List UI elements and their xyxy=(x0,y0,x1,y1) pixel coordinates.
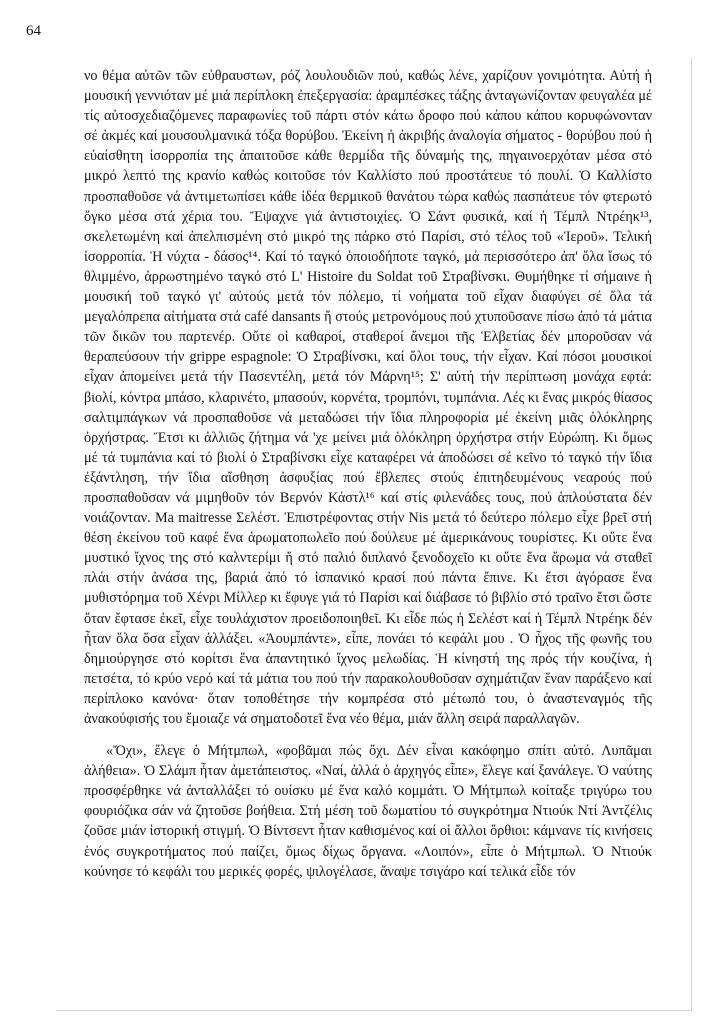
body-paragraph-2: «Ὄχι», ἔλεγε ὁ Μήτμπωλ, «φοβᾶμαι πώς ὄχι. Δέν εἶναι κακόφημο σπίτι αὐτό. Λυπᾶμαι ἀλήθεια». Ὁ Σλάμπ ἦταν ἀμετάπειστος. «Ναί, ἀλλά ὁ ἀρχηγός εἶπε», ἔλεγε καί ξανάλεγε. Ὁ ναύτης προσφέρθηκε νά ἀνταλλάξει τό ουίσκυ μέ ἕνα καλό κομμάτι. Ὁ Μήτμπωλ κοίταξε τριγύρω του φουριόζικα σάν νά ζητοῦσε βοήθεια. Στή μέση τοῦ δωματίου τό συγκρότημα Ντιούκ Ντί Ἀντζέλις ζοῦσε μιάν ἱστορική στιγμή. Ὁ Βίντσεντ ἦταν καθισμένος καί οἱ ἄλλοι ὄρθιοι: κάμνανε τίς κινήσεις ἑνός συγκροτήματος πού παίζει, ὅμως δίχως ὄργανα. «Λοιπόν», εἶπε ὁ Μήτμπωλ. Ὁ Ντιούκ κούνησε τό κεφάλι του μερικές φορές, ψιλογέλασε, ἄναψε τσιγάρο καί τελικά εἶδε τόν xyxy=(84,743,652,880)
page-body xyxy=(84,66,652,882)
page-number: 64 xyxy=(26,23,41,39)
page-frame-right-edge xyxy=(691,58,692,1010)
body-paragraph-1: νο θέμα αὐτῶν τῶν εὐθραυστων, ρόζ λουλουδιῶν πού, καθώς λένε, χαρίζουν γονιμότητα. Αὐτή ἡ μουσική γεννιόταν μέ μιά περίπλοκη ἐπεξεργασία: ἀραμπέσκες τάξης ἀνταγωνίζονταν φευγαλέα μέ τίς αὐτοσχεδιαζόμενες παραφωνίες τοῦ πάρτι στόν κάτω δροφο πού κάπου κάπου κορυφώνονταν σέ ἀκμές καί μουσουλμανικά τόξα θορύβου. Ἐκείνη ἡ ἀκριβής ἀναλογία σήματος - θορύβου πού ἡ εὐαίσθητη ἰσορροπία της ἀπαιτοῦσε κάθε θερμίδα τῆς δύναμής της, πηγαινοερχόταν μέσα στό μικρό λεπτό της κρανίο καθώς κοιτοῦσε τόν Καλλίστο πού προστάτευε τό πουλί. Ὁ Καλλίστο προσπαθοῦσε νά ἀντιμετωπίσει κάθε ἰδέα θερμικοῦ θανάτου τώρα καθώς πασπάτευε τόν φτερωτό ὄγκο μέσα στά χέρια του. Ἔψαχνε γιά ἀντιστοιχίες. Ὁ Σάντ φυσικά, καί ἡ Τέμπλ Ντρέηκ¹³, σκελετωμένη καί ἀπελπισμένη στό μικρό της πάρκο στό Παρίσι, στό τέλος τοῦ «Ἱεροῦ». Τελική ἰσορροπία. Ἡ νύχτα - δάσος¹⁴. Καί τό ταγκό ὁποιοδήποτε ταγκό, μά περισσότερο ἀπ' ὅλα ἴσως τό θλιμμένο, ἀρρωστημένο ταγκό στό L' Histoire du Soldat τοῦ Στραβίνσκι. Θυμήθηκε τί σήμαινε ἡ μουσική τοῦ ταγκό γι' αὐτούς μετά τόν πόλεμο, τί νοήματα τοῦ εἶχαν διαφύγει σέ ὅλα τά μεγαλόπρεπα αἰτήματα στά café dansants ἤ στούς μετρονόμους πού χτυποῦσανε πίσω ἀπό τά μάτια τῶν δικῶν του παρτενέρ. Οὔτε οἱ καθαροί, σταθεροί ἄνεμοι τῆς Ἑλβετίας δέν μποροῦσαν νά θεραπεύσουν τήν grippe espagnole: Ὁ Στραβίνσκι, καί ὅλοι τους, τήν εἶχαν. Καί πόσοι μουσικοί εἶχαν ἀπομείνει μετά τήν Πασεντέλη, μετά τόν Μάρνη¹⁵; Σ' αὐτή τήν περίπτωση μονάχα εφτά: βιολί, κόντρα μπάσο, κλαρινέτο, μπασούν, κορνέτα, τρομπόνι, τυμπάνια. Λές κι ἕνας μικρός θίασος σαλτιμπάγκων νά προσπαθοῦσε νά μεταδώσει τήν ἴδια πληροφορία μέ ἐκείνη μιᾶς ὁλόκληρης ὀρχήστρας. Ἔτσι κι ἀλλιῶς ζήτημα νά 'χε μείνει μιά ὁλόκληρη ὀρχήστρα στήν Εὐρώπη. Κι ὅμως μέ τά τυμπάνια καί τό βιολί ὁ Στραβίνσκι εἶχε καταφέρει νά ἀποδώσει σέ κεῖνο τό ταγκό τήν ἴδια ἐξάντληση, τήν ἴδια αἴσθηση ἀσφυξίας πού ἔβλεπες στούς ἐπιτηδευμένους νεαρούς πού προσπαθοῦσαν νά μιμηθοῦν τόν Βερνόν Κάστλ¹⁶ καί στίς φιλενάδες τους, πού ἁπλούστατα δέν νοιάζονταν. Ma maitresse Σελέστ. Ἐπιστρέφοντας στήν Nis μετά τό δεύτερο πόλεμο εἶχε βρεῖ στή θέση ἐκείνου τοῦ καφέ ἕνα ἀρωματοπωλεῖο πού δούλευε μέ ἀμερικάνους τουρίστες. Κι οὔτε ἕνα μυστικό ἴχνος της στό καλντερίμι ἤ στό παλιό διπλανό ξενοδοχεῖο κι οὔτε ἕνα ἄρωμα νά σταθεῖ πλάι στήν ἀνάσα της, βαριά ἀπό τό ἰσπανικό κρασί πού πάντα ἔπινε. Κι ἔτσι ἀγόρασε ἕνα μυθιστόρημα τοῦ Χένρι Μίλλερ κι ἔφυγε γιά τό Παρίσι καί διάβασε τό βιβλίο στό τραῖνο ἔτσι ὥστε ὅταν ἔφτασε ἐκεῖ, εἶχε τουλάχιστον προειδοποιηθεῖ. Κι εἶδε πώς ἡ Σελέστ καί ἡ Τέμπλ Ντρέηκ δέν ἦταν ὅλα ὅσα εἶχαν ἀλλάξει. «Ἀουμπάντε», εἶπε, πονάει τό κεφάλι μου . Ὁ ἦχος τῆς φωνῆς του δημιούργησε στό κορίτσι ἕνα ἀπαντητικό ἴχνος μελωδίας. Ἡ κίνηστή της πρός τήν κουζίνα, ἡ πετσέτα, τό κρύο νερό καί τά μάτια του πού τήν παρακολουθοῦσαν σχημάτιζαν ἕναν παράξενο καί περίπλοκο κανόνα· ὅταν τοποθέτησε τήν κομπρέσα στό μέτωπό του, ὁ ἀναστεναγμός τῆς ἀνακούφισής του ἔμοιαζε νά σηματοδοτεῖ ἕνα νέο θέμα, μιάν ἄλλη σειρά παραλλαγῶν. xyxy=(84,68,652,727)
page-frame-bottom-edge xyxy=(56,1010,692,1011)
